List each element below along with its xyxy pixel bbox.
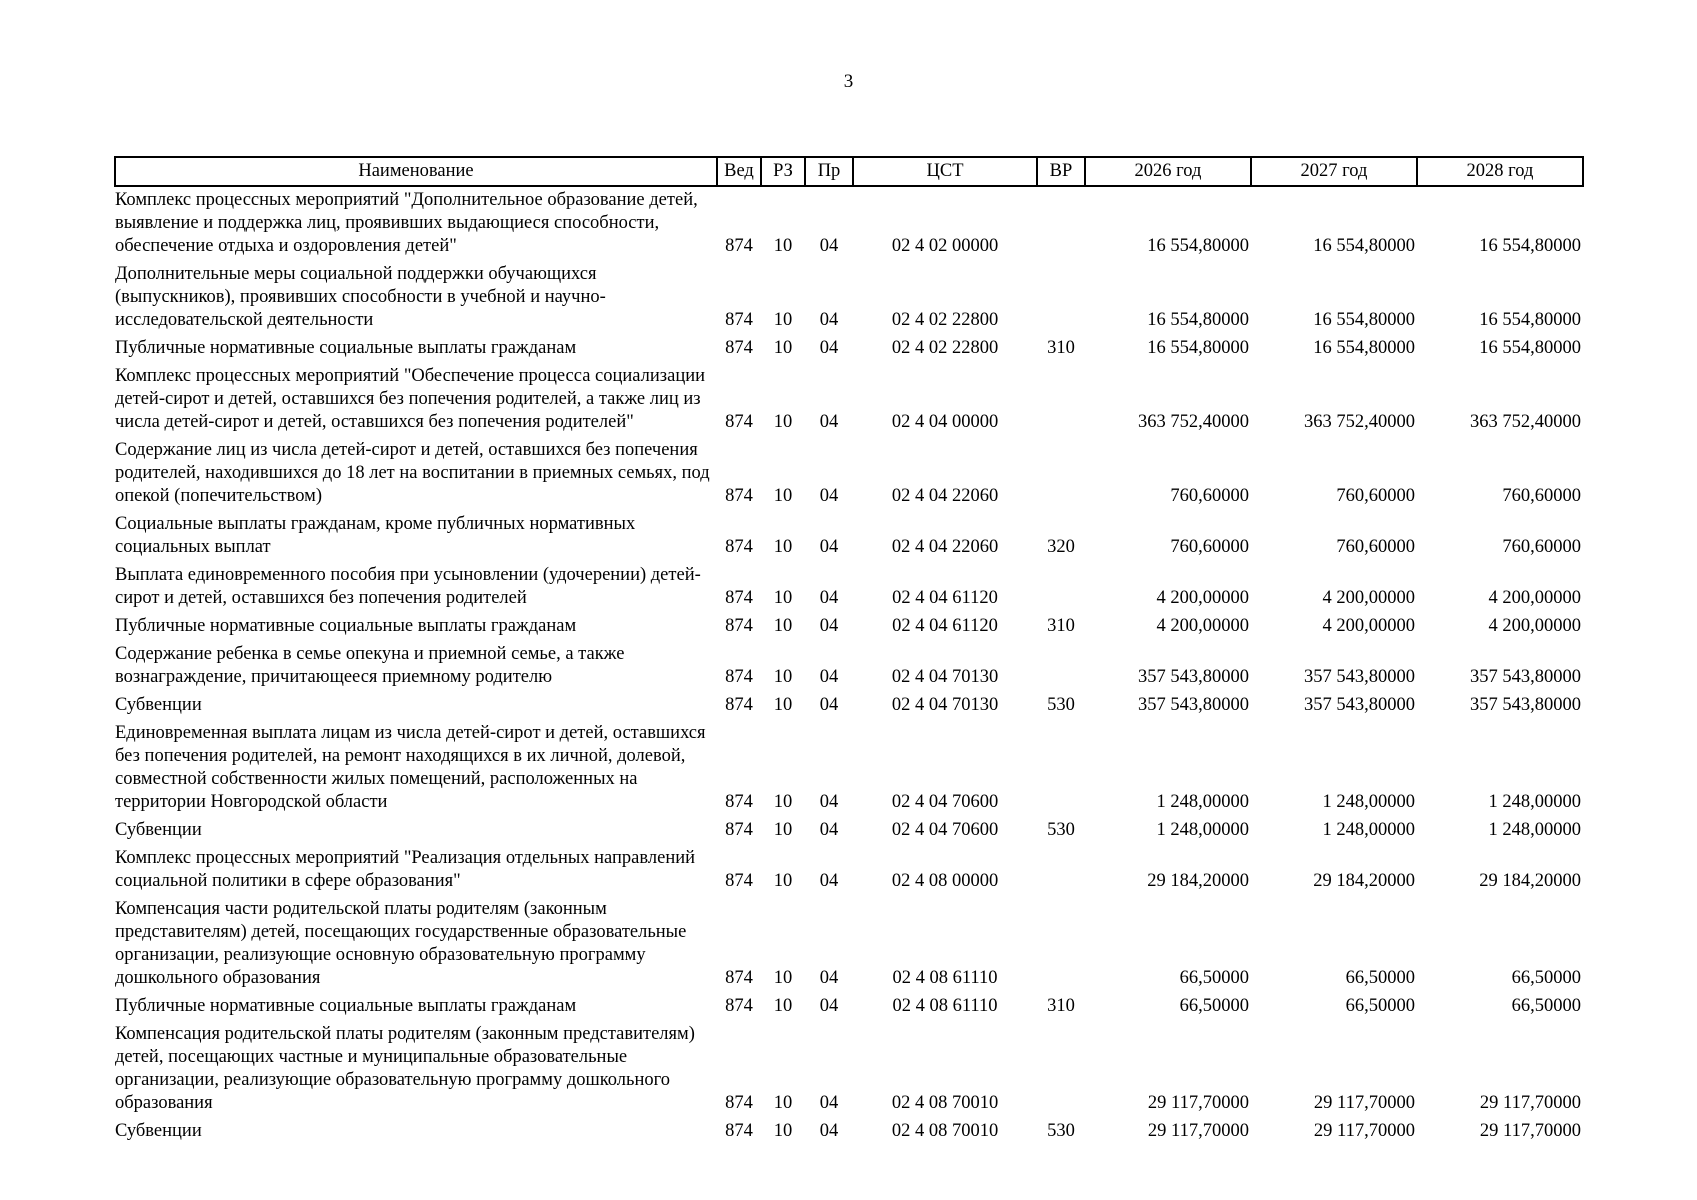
page-number: 3 xyxy=(843,71,854,92)
cell-name: Публичные нормативные социальные выплаты гражданам xyxy=(115,996,577,1016)
cell-pr: 04 xyxy=(819,486,839,506)
table-row xyxy=(115,993,1583,1021)
cell-2027: 4 200,00000 xyxy=(1322,616,1415,636)
header-cst: ЦСТ xyxy=(853,157,1037,186)
cell-pr: 04 xyxy=(819,667,839,687)
cell-2028: 29 184,20000 xyxy=(1479,871,1581,891)
cell-vr xyxy=(1037,261,1085,335)
cell-name: Содержание лиц из числа детей-сирот и детей, оставшихся без попечения родителей, находившихся до 18 лет на воспитании в приемных семьях, под опекой (попечительством) xyxy=(115,440,710,506)
cell-2028: 760,60000 xyxy=(1502,537,1581,557)
cell-2028: 16 554,80000 xyxy=(1479,310,1581,330)
cell-vr: 530 xyxy=(1047,1121,1075,1141)
cell-ved: 874 xyxy=(725,968,753,988)
cell-rz: 10 xyxy=(773,616,793,636)
cell-vr: 310 xyxy=(1047,338,1075,358)
cell-cst: 02 4 08 61110 xyxy=(892,968,998,988)
cell-2027: 760,60000 xyxy=(1336,537,1415,557)
cell-pr: 04 xyxy=(819,588,839,608)
table-row xyxy=(115,261,1583,335)
cell-pr: 04 xyxy=(819,338,839,358)
cell-rz: 10 xyxy=(773,338,793,358)
cell-cst: 02 4 04 22060 xyxy=(891,537,999,557)
cell-2028: 16 554,80000 xyxy=(1479,338,1581,358)
cell-pr: 04 xyxy=(819,968,839,988)
cell-2026: 1 248,00000 xyxy=(1156,820,1249,840)
cell-vr: 310 xyxy=(1047,616,1075,636)
cell-pr: 04 xyxy=(819,996,839,1016)
cell-ved: 874 xyxy=(725,537,753,557)
cell-2028: 4 200,00000 xyxy=(1488,616,1581,636)
cell-2027: 16 554,80000 xyxy=(1313,310,1415,330)
cell-2028: 66,50000 xyxy=(1511,996,1581,1016)
header-pr: Пр xyxy=(805,157,853,186)
cell-2028: 29 117,70000 xyxy=(1479,1093,1581,1113)
cell-2026: 66,50000 xyxy=(1179,968,1249,988)
cell-name: Публичные нормативные социальные выплаты гражданам xyxy=(115,338,577,358)
cell-vr xyxy=(1037,437,1085,511)
cell-ved: 874 xyxy=(725,820,753,840)
cell-rz: 10 xyxy=(773,820,793,840)
cell-cst: 02 4 02 00000 xyxy=(891,236,999,256)
cell-vr xyxy=(1037,562,1085,613)
cell-name: Комплекс процессных мероприятий "Дополнительное образование детей, выявление и поддержка лиц, проявивших выдающиеся способности, обеспечение отдыха и оздоровления детей" xyxy=(115,190,698,256)
cell-2028: 16 554,80000 xyxy=(1479,236,1581,256)
cell-2027: 16 554,80000 xyxy=(1313,236,1415,256)
cell-2027: 1 248,00000 xyxy=(1322,820,1415,840)
cell-2027: 357 543,80000 xyxy=(1304,667,1415,687)
table-row xyxy=(115,720,1583,817)
cell-2027: 1 248,00000 xyxy=(1322,792,1415,812)
cell-vr: 530 xyxy=(1047,695,1075,715)
cell-rz: 10 xyxy=(773,310,793,330)
cell-rz: 10 xyxy=(773,996,793,1016)
cell-cst: 02 4 04 70130 xyxy=(891,695,999,715)
cell-cst: 02 4 04 61120 xyxy=(892,616,998,636)
cell-rz: 10 xyxy=(773,792,793,812)
cell-2026: 16 554,80000 xyxy=(1147,310,1249,330)
cell-2027: 760,60000 xyxy=(1336,486,1415,506)
cell-name: Субвенции xyxy=(115,695,202,715)
cell-2028: 1 248,00000 xyxy=(1488,792,1581,812)
cell-ved: 874 xyxy=(725,236,753,256)
cell-cst: 02 4 08 70010 xyxy=(891,1121,999,1141)
cell-2026: 357 543,80000 xyxy=(1138,667,1249,687)
cell-ved: 874 xyxy=(725,695,753,715)
cell-pr: 04 xyxy=(819,792,839,812)
cell-2028: 4 200,00000 xyxy=(1488,588,1581,608)
cell-2028: 760,60000 xyxy=(1502,486,1581,506)
cell-name: Единовременная выплата лицам из числа детей-сирот и детей, оставшихся без попечения родителей, на ремонт находящихся в их личной, долевой, совместной собственности жилых помещений, расположенных на территории Новгородской области xyxy=(115,723,706,812)
cell-2028: 357 543,80000 xyxy=(1470,695,1581,715)
cell-rz: 10 xyxy=(773,486,793,506)
cell-vr: 530 xyxy=(1047,820,1075,840)
cell-2028: 29 117,70000 xyxy=(1479,1121,1581,1141)
cell-cst: 02 4 04 00000 xyxy=(891,412,999,432)
cell-name: Компенсация части родительской платы родителям (законным представителям) детей, посещающих государственные образовательные организации, реализующие основную образовательную программу дошкольного образования xyxy=(115,899,687,988)
header-2027: 2027 год xyxy=(1251,157,1417,186)
cell-pr: 04 xyxy=(819,1121,839,1141)
cell-cst: 02 4 08 61110 xyxy=(892,996,998,1016)
table-row xyxy=(115,437,1583,511)
header-2026: 2026 год xyxy=(1085,157,1251,186)
cell-2027: 357 543,80000 xyxy=(1304,695,1415,715)
table-row xyxy=(115,1021,1583,1118)
table-row xyxy=(115,363,1583,437)
cell-2027: 363 752,40000 xyxy=(1304,412,1415,432)
cell-cst: 02 4 04 70600 xyxy=(891,792,999,812)
cell-ved: 874 xyxy=(725,588,753,608)
cell-pr: 04 xyxy=(819,616,839,636)
cell-2027: 66,50000 xyxy=(1345,968,1415,988)
table-row xyxy=(115,845,1583,896)
cell-name: Содержание ребенка в семье опекуна и приемной семье, а также вознаграждение, причитающееся приемному родителю xyxy=(115,644,625,687)
cell-vr xyxy=(1037,363,1085,437)
table-row xyxy=(115,562,1583,613)
cell-cst: 02 4 04 61120 xyxy=(892,588,998,608)
cell-rz: 10 xyxy=(773,537,793,557)
cell-name: Субвенции xyxy=(115,820,202,840)
cell-pr: 04 xyxy=(819,236,839,256)
cell-2027: 16 554,80000 xyxy=(1313,338,1415,358)
cell-name: Субвенции xyxy=(115,1121,202,1141)
cell-2026: 363 752,40000 xyxy=(1138,412,1249,432)
header-2028: 2028 год xyxy=(1417,157,1583,186)
cell-name: Выплата единовременного пособия при усыновлении (удочерении) детей-сирот и детей, оставшихся без попечения родителей xyxy=(115,565,701,608)
header-name: Наименование xyxy=(115,157,717,186)
budget-table xyxy=(114,156,1584,1146)
cell-2028: 363 752,40000 xyxy=(1470,412,1581,432)
cell-ved: 874 xyxy=(725,667,753,687)
cell-vr xyxy=(1037,720,1085,817)
cell-name: Комплекс процессных мероприятий "Обеспечение процесса социализации детей-сирот и детей, оставшихся без попечения родителей, а также лиц из числа детей-сирот и детей, оставшихся без попечения родителей" xyxy=(115,366,706,432)
cell-2026: 1 248,00000 xyxy=(1156,792,1249,812)
cell-vr: 310 xyxy=(1047,996,1075,1016)
table-row xyxy=(115,1118,1583,1146)
table-row xyxy=(115,511,1583,562)
cell-cst: 02 4 04 70130 xyxy=(891,667,999,687)
cell-cst: 02 4 02 22800 xyxy=(891,310,999,330)
table-row xyxy=(115,692,1583,720)
cell-vr xyxy=(1037,186,1085,261)
cell-name: Компенсация родительской платы родителям (законным представителям) детей, посещающих частные и муниципальные образовательные организации, реализующие образовательную программу дошкольного образования xyxy=(115,1024,695,1113)
cell-vr: 320 xyxy=(1047,537,1075,557)
cell-vr xyxy=(1037,641,1085,692)
cell-2026: 4 200,00000 xyxy=(1156,588,1249,608)
cell-2026: 16 554,80000 xyxy=(1147,236,1249,256)
cell-rz: 10 xyxy=(773,871,793,891)
cell-2027: 29 117,70000 xyxy=(1313,1093,1415,1113)
cell-2028: 1 248,00000 xyxy=(1488,820,1581,840)
table-row xyxy=(115,335,1583,363)
header-ved: Вед xyxy=(717,157,761,186)
cell-pr: 04 xyxy=(819,412,839,432)
cell-pr: 04 xyxy=(819,820,839,840)
header-vr: ВР xyxy=(1037,157,1085,186)
table-row xyxy=(115,817,1583,845)
cell-ved: 874 xyxy=(725,412,753,432)
cell-2026: 29 117,70000 xyxy=(1147,1093,1249,1113)
cell-ved: 874 xyxy=(725,310,753,330)
cell-ved: 874 xyxy=(725,338,753,358)
cell-pr: 04 xyxy=(819,310,839,330)
table-row xyxy=(115,186,1583,261)
cell-2026: 29 117,70000 xyxy=(1147,1121,1249,1141)
cell-pr: 04 xyxy=(819,537,839,557)
cell-name: Комплекс процессных мероприятий "Реализация отдельных направлений социальной политики в сфере образования" xyxy=(115,848,696,891)
cell-2026: 4 200,00000 xyxy=(1156,616,1249,636)
cell-2028: 66,50000 xyxy=(1511,968,1581,988)
cell-rz: 10 xyxy=(773,667,793,687)
header-rz: РЗ xyxy=(761,157,805,186)
cell-rz: 10 xyxy=(773,412,793,432)
cell-rz: 10 xyxy=(773,968,793,988)
cell-2027: 29 184,20000 xyxy=(1313,871,1415,891)
cell-rz: 10 xyxy=(773,1121,793,1141)
cell-name: Социальные выплаты гражданам, кроме публичных нормативных социальных выплат xyxy=(115,514,636,557)
cell-cst: 02 4 08 00000 xyxy=(891,871,999,891)
cell-rz: 10 xyxy=(773,1093,793,1113)
cell-cst: 02 4 08 70010 xyxy=(891,1093,999,1113)
cell-2027: 4 200,00000 xyxy=(1322,588,1415,608)
table-row xyxy=(115,896,1583,993)
cell-cst: 02 4 02 22800 xyxy=(891,338,999,358)
cell-2026: 29 184,20000 xyxy=(1147,871,1249,891)
cell-cst: 02 4 04 22060 xyxy=(891,486,999,506)
table-row xyxy=(115,613,1583,641)
cell-2026: 16 554,80000 xyxy=(1147,338,1249,358)
cell-rz: 10 xyxy=(773,236,793,256)
cell-ved: 874 xyxy=(725,1121,753,1141)
cell-cst: 02 4 04 70600 xyxy=(891,820,999,840)
cell-2026: 66,50000 xyxy=(1179,996,1249,1016)
table-row xyxy=(115,641,1583,692)
table-header-row xyxy=(115,157,1583,186)
cell-ved: 874 xyxy=(725,996,753,1016)
cell-vr xyxy=(1037,896,1085,993)
cell-2028: 357 543,80000 xyxy=(1470,667,1581,687)
cell-2026: 760,60000 xyxy=(1170,486,1249,506)
cell-ved: 874 xyxy=(725,616,753,636)
cell-2026: 357 543,80000 xyxy=(1138,695,1249,715)
cell-2027: 66,50000 xyxy=(1345,996,1415,1016)
cell-ved: 874 xyxy=(725,792,753,812)
cell-ved: 874 xyxy=(725,1093,753,1113)
cell-2027: 29 117,70000 xyxy=(1313,1121,1415,1141)
cell-ved: 874 xyxy=(725,871,753,891)
cell-pr: 04 xyxy=(819,1093,839,1113)
cell-pr: 04 xyxy=(819,871,839,891)
cell-name: Публичные нормативные социальные выплаты гражданам xyxy=(115,616,577,636)
cell-rz: 10 xyxy=(773,588,793,608)
cell-name: Дополнительные меры социальной поддержки обучающихся (выпускников), проявивших способности в учебной и научно-исследовательской деятельности xyxy=(115,264,606,330)
cell-vr xyxy=(1037,1021,1085,1118)
cell-ved: 874 xyxy=(725,486,753,506)
cell-2026: 760,60000 xyxy=(1170,537,1249,557)
cell-pr: 04 xyxy=(819,695,839,715)
cell-rz: 10 xyxy=(773,695,793,715)
cell-vr xyxy=(1037,845,1085,896)
